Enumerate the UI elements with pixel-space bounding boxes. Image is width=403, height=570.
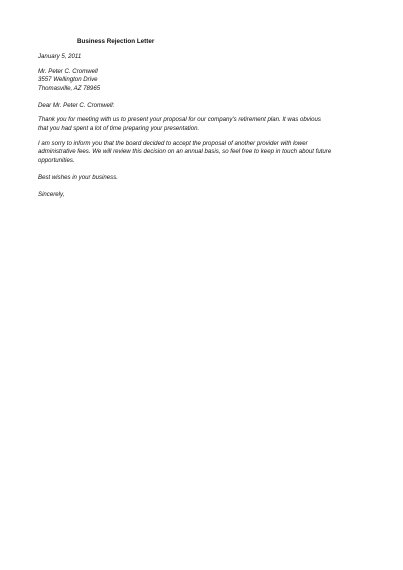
paragraph-line: Thank you for meeting with us to present your proposal for our company's retirement plan. It was obvious [38,116,321,124]
paragraph-line: that you had spent a lot of time preparing your presentation. [38,125,200,133]
recipient-address [38,68,368,94]
closing-wish: Best wishes in your business. [38,173,118,181]
paragraph-line: opportunities. [38,156,75,164]
paragraph-line: administrative fees. We will review this decision on an annual basis, so feel free to keep in touch about future [38,148,332,156]
signoff: Sincerely, [38,191,65,199]
address-line: Thomasville, AZ 78965 [38,84,101,92]
paragraph-line: I am sorry to inform you that the board decided to accept the proposal of another provider with lower [38,139,308,147]
salutation: Dear Mr. Peter C. Cromwell: [38,101,115,109]
paragraph-decision [38,140,368,166]
address-line: 3557 Wellington Drive [38,76,98,84]
address-line: Mr. Peter C. Cromwell [38,67,98,75]
letter-body [38,38,368,200]
paragraph-meeting [38,116,368,133]
letter-date: January 5, 2011 [38,53,82,60]
letter-title: Business Rejection Letter [77,38,155,45]
